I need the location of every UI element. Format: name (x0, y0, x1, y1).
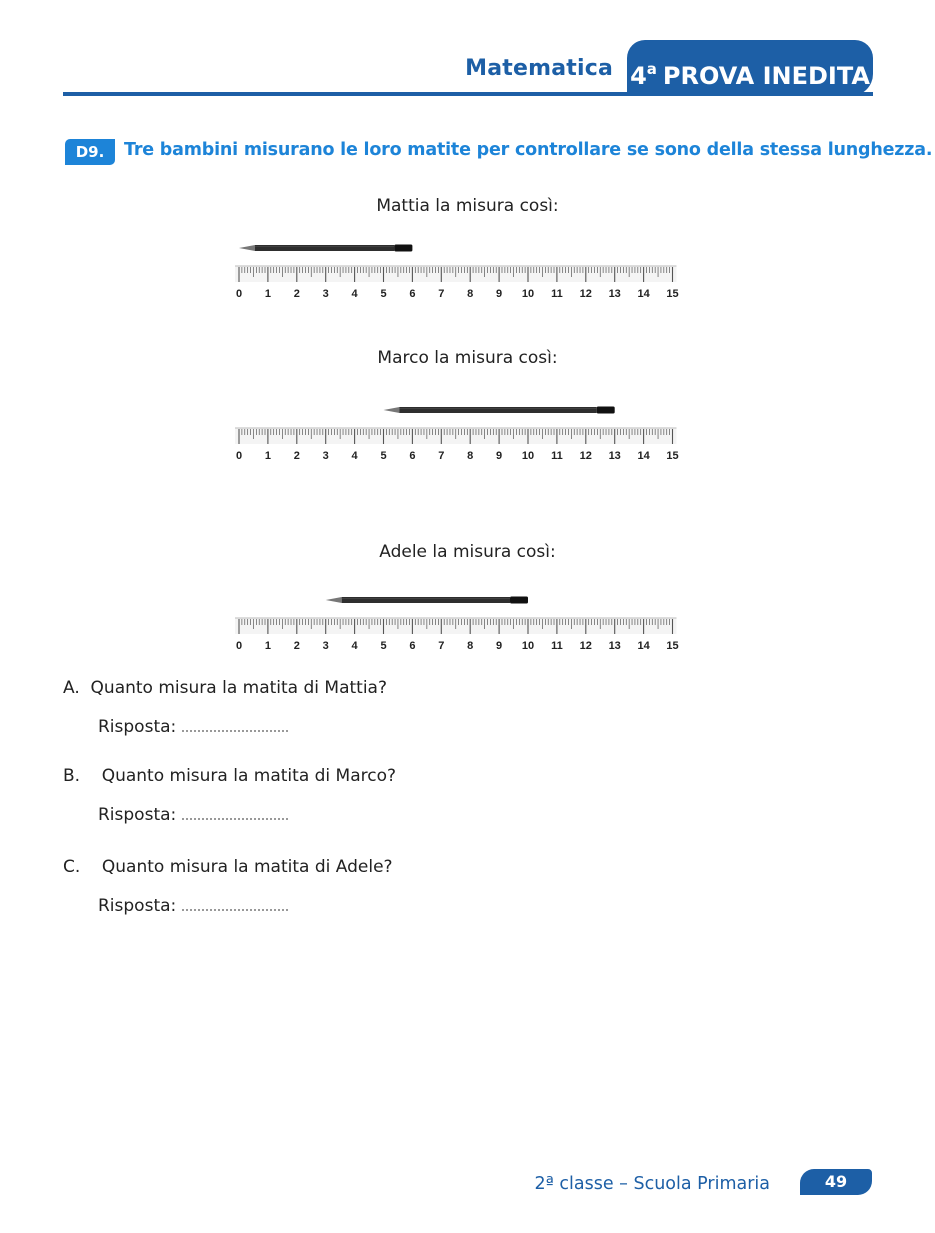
ruler-label: 14 (637, 640, 650, 652)
pencil-tip (239, 245, 255, 251)
ruler-label: 3 (322, 450, 329, 462)
ruler-label: 1 (264, 288, 271, 300)
item-text: Quanto misura la matita di Adele? (101, 857, 393, 877)
item-letter: C. (63, 857, 81, 877)
answer-field-b[interactable] (182, 804, 288, 820)
ruler-label: 0 (235, 450, 243, 462)
ruler-label: 5 (380, 288, 387, 300)
page-number: 49 (800, 1169, 872, 1195)
figure-caption-adele: Adele la misura così: (379, 542, 556, 562)
answer-field-a[interactable] (182, 716, 288, 732)
ruler-label: 13 (608, 640, 621, 652)
ruler-label: 1 (264, 450, 271, 462)
pencil-tip (384, 407, 400, 413)
ruler-label: 12 (579, 288, 592, 300)
ruler-label: 13 (608, 288, 621, 300)
ruler-label: 5 (380, 640, 387, 652)
ruler-label: 13 (608, 450, 621, 462)
prova-tab-label (627, 40, 873, 96)
ruler-label: 0 (235, 288, 243, 300)
pencil (326, 597, 528, 604)
ruler-label: 1 (264, 640, 271, 652)
answer-field-c[interactable] (182, 895, 288, 911)
answer-a (98, 716, 288, 737)
figure-caption-marco: Marco la misura così: (377, 348, 558, 368)
ruler-label: 2 (293, 288, 300, 300)
pencil-body (400, 407, 597, 413)
ruler-label: 15 (666, 640, 679, 652)
ruler-label: 11 (551, 450, 563, 462)
ruler-label: 4 (351, 640, 358, 652)
ruler-label: 12 (579, 450, 592, 462)
ruler-label: 12 (579, 640, 592, 652)
item-text: Quanto misura la matita di Mattia? (90, 678, 387, 698)
ruler-label: 6 (409, 450, 416, 462)
ruler-label: 3 (322, 288, 329, 300)
ruler-label: 9 (496, 450, 503, 462)
ruler-label: 15 (666, 288, 679, 300)
ruler-label: 7 (438, 450, 445, 462)
ruler-label: 0 (235, 640, 243, 652)
ruler-label: 15 (666, 450, 679, 462)
pencil-end (510, 597, 528, 604)
tab-label: PROVA INEDITA (662, 62, 870, 90)
subject-title: Matematica (465, 56, 613, 81)
ruler-label: 6 (409, 288, 416, 300)
ruler-label: 8 (467, 450, 474, 462)
question-text: Tre bambini misurano le loro matite per controllare se sono della stessa lunghezza. (124, 140, 933, 160)
answer-label: Risposta: (98, 896, 177, 916)
tab-number: 4 (630, 62, 647, 90)
item-b (63, 766, 396, 786)
ruler-label: 7 (438, 640, 445, 652)
answer-label: Risposta: (98, 805, 177, 825)
pencil-body (255, 245, 394, 251)
ruler-label: 10 (521, 640, 535, 652)
pencil-end (394, 245, 412, 252)
ruler-label: 10 (521, 288, 535, 300)
item-c (63, 857, 393, 877)
question-badge: D9. (65, 139, 115, 165)
ruler-label: 10 (521, 450, 535, 462)
ruler-label: 4 (351, 288, 358, 300)
pencil (384, 407, 615, 414)
pencil (239, 245, 412, 252)
ruler-label: 4 (351, 450, 358, 462)
ruler-label: 11 (551, 288, 563, 300)
item-a (63, 678, 387, 698)
item-letter: A. (63, 678, 80, 698)
ruler-figure-marco (225, 400, 695, 470)
ruler-label: 6 (409, 640, 416, 652)
item-letter: B. (63, 766, 81, 786)
ruler-label: 9 (496, 288, 503, 300)
ruler-figure-adele (225, 590, 695, 660)
ruler-label: 14 (637, 450, 650, 462)
answer-b (98, 804, 288, 825)
ruler-label: 9 (496, 640, 503, 652)
ruler-label: 11 (551, 640, 563, 652)
ruler-label: 2 (293, 450, 300, 462)
answer-c (98, 895, 288, 916)
answer-label: Risposta: (98, 717, 177, 737)
ruler-label: 5 (380, 450, 387, 462)
pencil-end (597, 407, 615, 414)
footer-class-label: 2ª classe – Scuola Primaria (534, 1174, 770, 1194)
pencil-body (342, 597, 510, 603)
ruler-label: 8 (467, 288, 474, 300)
ruler-label: 2 (293, 640, 300, 652)
ruler-label: 7 (438, 288, 445, 300)
ruler-label: 14 (637, 288, 650, 300)
tab-ordinal: a (646, 60, 657, 78)
pencil-tip (326, 597, 342, 603)
ruler-label: 3 (322, 640, 329, 652)
ruler-label: 8 (467, 640, 474, 652)
ruler-figure-mattia (225, 238, 695, 308)
figure-caption-mattia: Mattia la misura così: (376, 196, 559, 216)
item-text: Quanto misura la matita di Marco? (101, 766, 397, 786)
